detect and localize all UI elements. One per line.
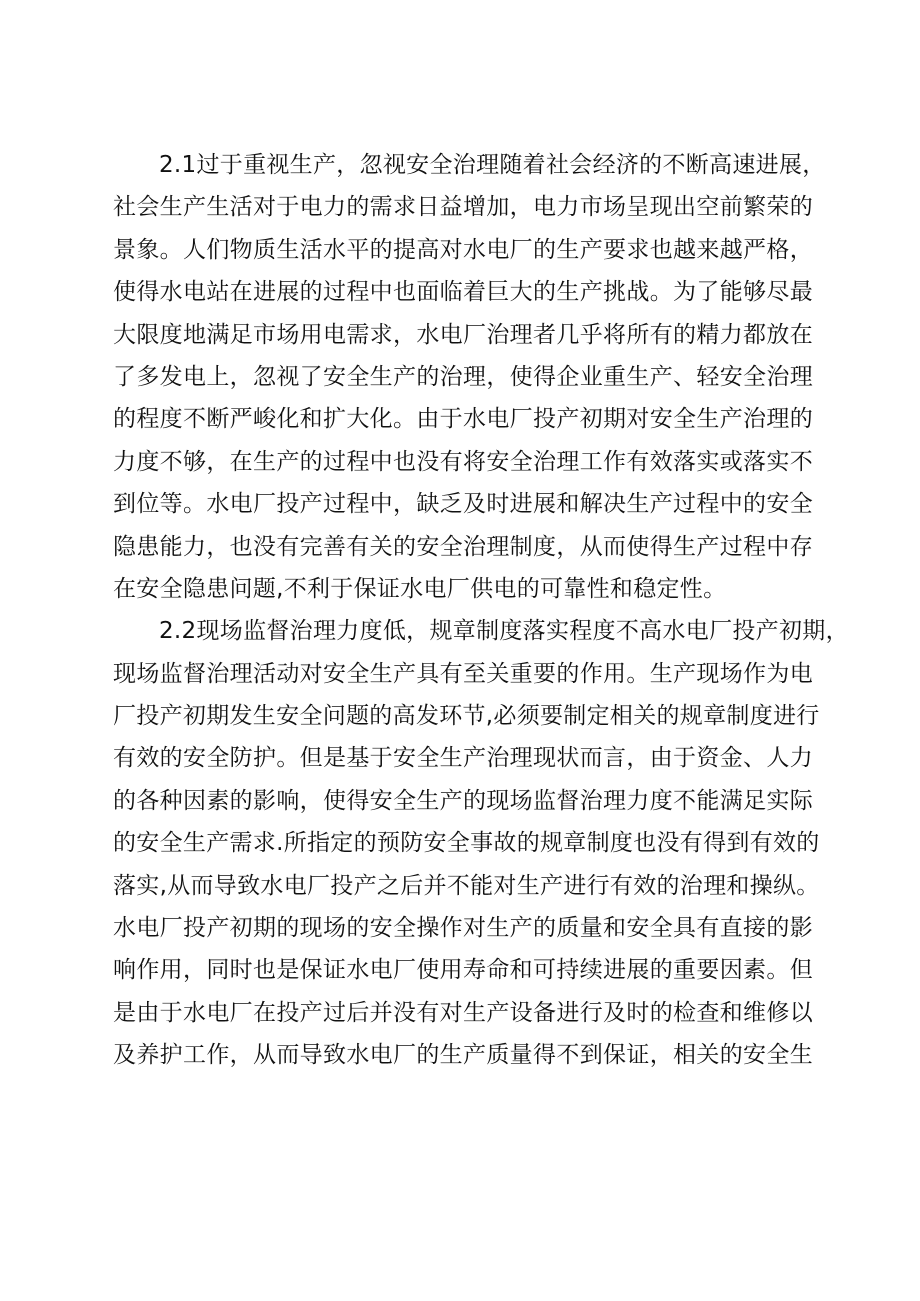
text-line: 响作用，同时也是保证水电厂使用寿命和可持续进展的重要因素。但 — [113, 957, 813, 984]
paragraph-2-1 — [113, 144, 826, 610]
text-line: 有效的安全防护。但是基于安全生产治理现状而言，由于资金、人力 — [113, 745, 813, 772]
text-line: 在安全隐患问题,不利于保证水电厂供电的可靠性和稳定性。 — [113, 575, 727, 602]
text-line: 现场监督治理活动对安全生产具有至关重要的作用。生产现场作为电 — [113, 660, 813, 687]
text-line: 到位等。水电厂投产过程中，缺乏及时进展和解决生产过程中的安全 — [113, 491, 813, 518]
text-line: 了多发电上，忽视了安全生产的治理，使得企业重生产、轻安全治理 — [113, 363, 813, 390]
text-line: 2.1过于重视生产，忽视安全治理随着社会经济的不断高速进展， — [159, 152, 826, 178]
text-line: 及养护工作，从而导致水电厂的生产质量得不到保证，相关的安全生 — [113, 1042, 813, 1069]
text-line: 水电厂投产初期的现场的安全操作对生产的质量和安全具有直接的影 — [113, 915, 813, 942]
text-line: 的程度不断严峻化和扩大化。由于水电厂投产初期对安全生产治理的 — [113, 406, 813, 433]
text-line: 隐患能力，也没有完善有关的安全治理制度，从而使得生产过程中存 — [113, 533, 813, 560]
text-line: 厂投产初期发生安全问题的高发环节,必须要制定相关的规章制度进行 — [113, 703, 820, 730]
body-text — [113, 144, 849, 1077]
text-line: 落实,从而导致水电厂投产之后并不能对生产进行有效的治理和操纵。 — [113, 872, 820, 899]
text-line: 大限度地满足市场用电需求，水电厂治理者几乎将所有的精力都放在 — [113, 321, 813, 348]
text-line: 2.2现场监督治理力度低，规章制度落实程度不高水电厂投产初期， — [159, 618, 849, 645]
paragraph-2-2 — [113, 610, 849, 1076]
text-line: 景象。人们物质生活水平的提高对水电厂的生产要求也越来越严格， — [113, 236, 813, 263]
text-line: 社会生产生活对于电力的需求日益增加，电力市场呈现出空前繁荣的 — [113, 194, 813, 221]
text-line: 的各种因素的影响，使得安全生产的现场监督治理力度不能满足实际 — [113, 787, 813, 814]
text-line: 是由于水电厂在投产过后并没有对生产设备进行及时的检查和维修以 — [113, 999, 813, 1026]
text-line: 的安全生产需求.所指定的预防安全事故的规章制度也没有得到有效的 — [113, 830, 820, 857]
text-line: 力度不够，在生产的过程中也没有将安全治理工作有效落实或落实不 — [113, 448, 813, 475]
text-line: 使得水电站在进展的过程中也面临着巨大的生产挑战。为了能够尽最 — [113, 279, 813, 306]
